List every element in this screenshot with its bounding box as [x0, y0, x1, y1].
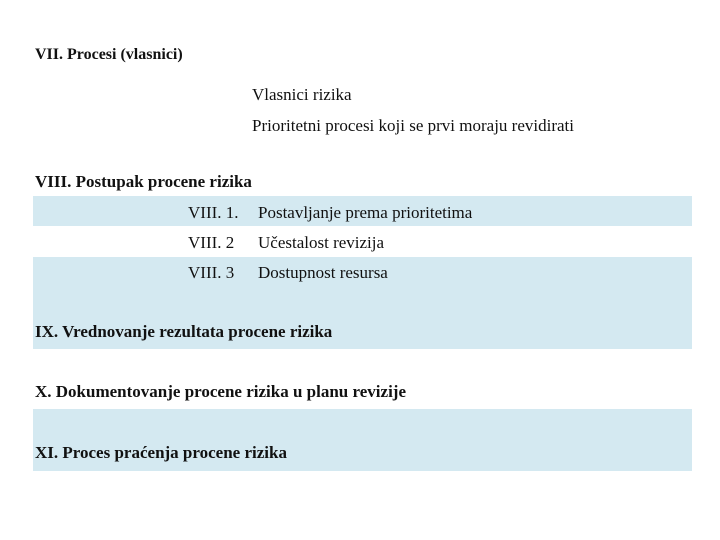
section-8-heading: VIII. Postupak procene rizika: [35, 172, 252, 191]
section-8-item-3-number: VIII. 3: [188, 263, 235, 282]
section-8-item-1-label: Postavljanje prema prioritetima: [258, 203, 473, 222]
section-7-item-owners: Vlasnici rizika: [252, 85, 352, 104]
section-7-item-priority-processes: Prioritetni procesi koji se prvi moraju revidirati: [252, 116, 574, 135]
section-7-heading: VII. Procesi (vlasnici): [35, 46, 183, 63]
section-11-heading: XI. Proces praćenja procene rizika: [35, 443, 287, 462]
section-8-item-3-label: Dostupnost resursa: [258, 263, 388, 282]
section-8-item-2-label: Učestalost revizija: [258, 233, 385, 252]
section-9-heading: IX. Vrednovanje rezultata procene rizika: [35, 322, 333, 341]
section-10-heading: X. Dokumentovanje procene rizika u planu revizije: [35, 382, 406, 401]
section-8-item-2-number: VIII. 2: [188, 233, 235, 252]
section-8-item-1-number: VIII. 1.: [188, 203, 239, 222]
